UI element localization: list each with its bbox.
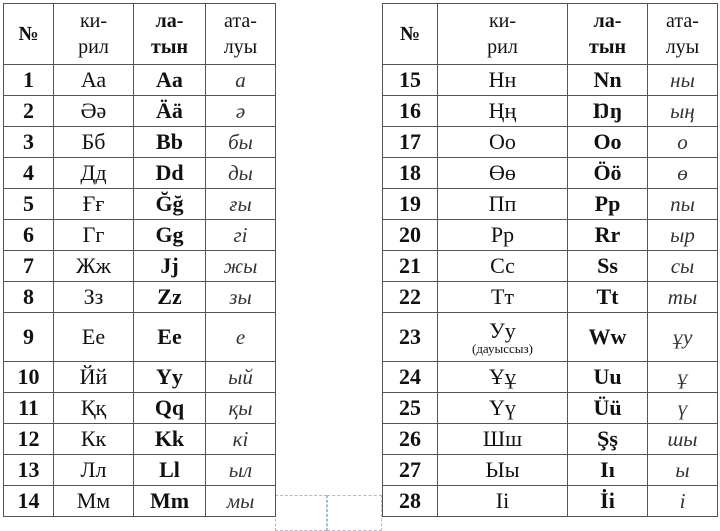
latin-letter: Uu [568,362,648,393]
latin-letter: Bb [134,127,206,158]
table-row [4,393,276,424]
table-header [383,4,718,65]
header-name: ата- луы [648,4,718,65]
alphabet-table-right [382,3,718,517]
letter-name: ү [648,393,718,424]
table-row [4,424,276,455]
cyrillic-letter: Әә [54,96,134,127]
cyrillic-letter: Аа [54,65,134,96]
table-row [4,362,276,393]
latin-letter: Qq [134,393,206,424]
latin-letter: Gg [134,220,206,251]
cyrillic-letter: Жж [54,251,134,282]
letter-number: 12 [4,424,54,455]
cyrillic-letter: Ее [54,313,134,362]
latin-letter: Ää [134,96,206,127]
cyrillic-letter: Пп [438,189,568,220]
letter-name: е [206,313,276,362]
cyrillic-letter: Кк [54,424,134,455]
latin-letter: Şş [568,424,648,455]
table-row [4,455,276,486]
table-row [4,65,276,96]
letter-name: шы [648,424,718,455]
latin-letter: Zz [134,282,206,313]
table-row [383,393,718,424]
table-row [383,127,718,158]
latin-letter: Nn [568,65,648,96]
header-number: № [4,4,54,65]
table-row [383,96,718,127]
letter-name: а [206,65,276,96]
latin-letter: Üü [568,393,648,424]
header-name: ата- луы [206,4,276,65]
letter-number: 14 [4,486,54,517]
table-row [4,282,276,313]
cyrillic-letter: Іі [438,486,568,517]
selection-outline [275,495,327,531]
table-row [383,313,718,362]
table-row [383,189,718,220]
header-latin: ла- тын [134,4,206,65]
latin-letter: Rr [568,220,648,251]
letter-name: гі [206,220,276,251]
letter-name: ыл [206,455,276,486]
letter-number: 23 [383,313,438,362]
cyrillic-letter: Ңң [438,96,568,127]
cyrillic-letter: Үү [438,393,568,424]
cyrillic-letter: Мм [54,486,134,517]
letter-name: сы [648,251,718,282]
table-row [383,158,718,189]
table-row [383,424,718,455]
letter-name: і [648,486,718,517]
table-row [4,189,276,220]
table-row [4,220,276,251]
table-row [383,455,718,486]
latin-letter: Ğğ [134,189,206,220]
cyrillic-letter: Уу (дауыссыз) [438,313,568,362]
letter-name: ұу [648,313,718,362]
letter-name: ың [648,96,718,127]
table-row [4,96,276,127]
letter-name: ды [206,158,276,189]
cyrillic-letter: Гг [54,220,134,251]
latin-letter: Oo [568,127,648,158]
letter-number: 1 [4,65,54,96]
latin-letter: Ss [568,251,648,282]
letter-number: 5 [4,189,54,220]
letter-number: 11 [4,393,54,424]
cyrillic-letter: Лл [54,455,134,486]
letter-name: пы [648,189,718,220]
cyrillic-letter: Зз [54,282,134,313]
table-row [4,158,276,189]
letter-number: 20 [383,220,438,251]
cyrillic-letter: Ыы [438,455,568,486]
letter-number: 6 [4,220,54,251]
letter-number: 26 [383,424,438,455]
letter-name: ұ [648,362,718,393]
table-row [383,251,718,282]
letter-name: жы [206,251,276,282]
letter-number: 9 [4,313,54,362]
latin-letter: Pp [568,189,648,220]
letter-number: 24 [383,362,438,393]
letter-name: ы [648,455,718,486]
table-row [383,65,718,96]
letter-number: 3 [4,127,54,158]
cyrillic-letter: Рр [438,220,568,251]
latin-letter: Iı [568,455,648,486]
latin-letter: Ee [134,313,206,362]
letter-number: 17 [383,127,438,158]
letter-name: қы [206,393,276,424]
latin-letter: İi [568,486,648,517]
letter-number: 4 [4,158,54,189]
cyrillic-letter: Сс [438,251,568,282]
cyrillic-letter: Шш [438,424,568,455]
letter-number: 13 [4,455,54,486]
letter-number: 27 [383,455,438,486]
letter-name: ый [206,362,276,393]
cyrillic-letter: Дд [54,158,134,189]
cyrillic-letter: Бб [54,127,134,158]
latin-letter: Dd [134,158,206,189]
header-latin: ла- тын [568,4,648,65]
letter-name: ә [206,96,276,127]
alphabet-table-left [3,3,276,517]
letter-name: ны [648,65,718,96]
letter-number: 2 [4,96,54,127]
table-row [4,486,276,517]
letter-number: 7 [4,251,54,282]
table-row [383,282,718,313]
table-row [383,362,718,393]
letter-number: 8 [4,282,54,313]
table-row [4,251,276,282]
table-row [4,127,276,158]
letter-number: 22 [383,282,438,313]
letter-name: бы [206,127,276,158]
letter-number: 10 [4,362,54,393]
table-row [383,486,718,517]
cyrillic-letter: Өө [438,158,568,189]
letter-number: 28 [383,486,438,517]
letter-number: 25 [383,393,438,424]
letter-name: ыр [648,220,718,251]
letter-name: ғы [206,189,276,220]
latin-letter: Aa [134,65,206,96]
latin-letter: Ww [568,313,648,362]
letter-number: 16 [383,96,438,127]
table-header [4,4,276,65]
cyrillic-letter: Оо [438,127,568,158]
letter-number: 15 [383,65,438,96]
latin-letter: Jj [134,251,206,282]
letter-name: зы [206,282,276,313]
header-number: № [383,4,438,65]
letter-name: кі [206,424,276,455]
letter-name: ты [648,282,718,313]
latin-letter: Tt [568,282,648,313]
latin-letter: Kk [134,424,206,455]
cyrillic-note: (дауыссыз) [471,341,534,356]
cyrillic-letter: Йй [54,362,134,393]
letter-name: мы [206,486,276,517]
cyrillic-letter: Нн [438,65,568,96]
latin-letter: Mm [134,486,206,517]
table-row [4,313,276,362]
selection-outline [327,495,382,531]
cyrillic-letter: Ұұ [438,362,568,393]
cyrillic-letter: Ғғ [54,189,134,220]
letter-name: о [648,127,718,158]
latin-letter: Yy [134,362,206,393]
cyrillic-letter: Тт [438,282,568,313]
letter-number: 21 [383,251,438,282]
header-cyrillic: ки- рил [54,4,134,65]
letter-number: 18 [383,158,438,189]
header-cyrillic: ки- рил [438,4,568,65]
letter-number: 19 [383,189,438,220]
table-row [383,220,718,251]
latin-letter: Ll [134,455,206,486]
letter-name: ө [648,158,718,189]
latin-letter: Ŋŋ [568,96,648,127]
cyrillic-letter: Ққ [54,393,134,424]
latin-letter: Öö [568,158,648,189]
